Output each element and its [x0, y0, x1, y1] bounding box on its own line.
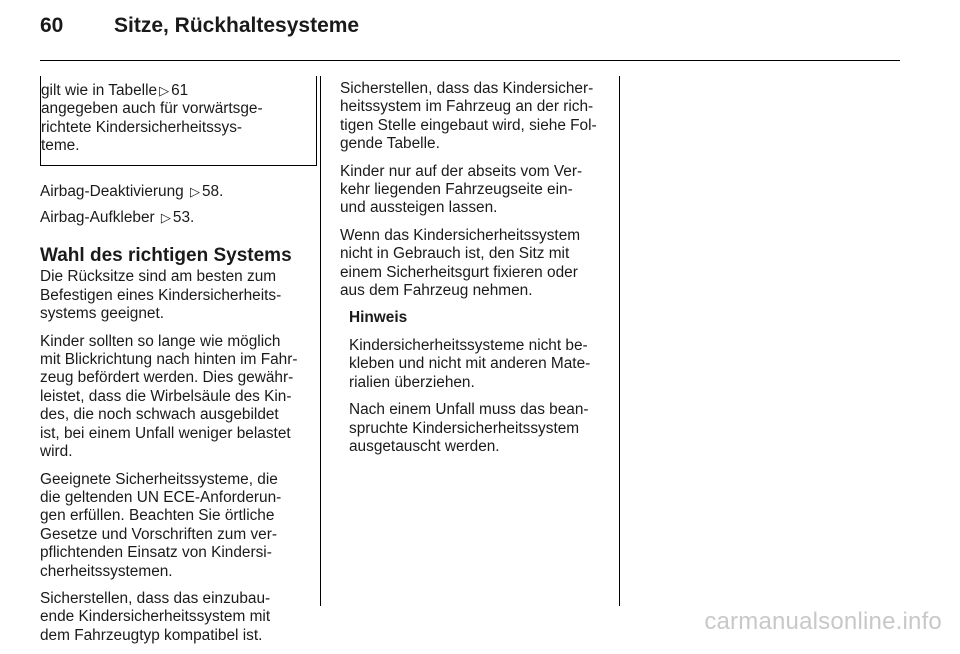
column-2 [340, 80, 606, 465]
subsection-heading: Wahl des richtigen Systems [40, 245, 292, 267]
paragraph: Wenn das Kindersicherheitssystem nicht in Gebrauch ist, den Sitz mit einem Sicherheitsgurt fixieren oder aus dem Fahrzeug nehmen. [340, 226, 581, 300]
watermark: carmanualsonline.info [704, 608, 942, 635]
paragraph: Kinder nur auf der abseits vom Ver- kehr liegenden Fahrzeugseite ein- und aussteigen lassen. [340, 162, 583, 217]
note-title: Hinweis [349, 309, 408, 327]
column-divider-2 [619, 76, 620, 606]
column-1 [40, 80, 308, 654]
continued-note-box [40, 76, 317, 166]
paragraph: Geeignete Sicherheitssysteme, die die geltenden UN ECE-Anforderun- gen erfüllen. Beachten Sie örtliche Gesetze und Vorschriften zum ver- pflichtenden Einsatz von Kindersi- cherheitssystemen. [40, 470, 282, 580]
note-paragraph: Kindersicherheitssysteme nicht be- kleben und nicht mit anderen Mate- rialien überziehen. [349, 336, 591, 391]
page-reference-arrow-icon: ▷ [190, 183, 200, 199]
page-header [40, 14, 359, 48]
paragraph: Sicherstellen, dass das einzubau- ende Kindersicherheitssystem mit dem Fahrzeugtyp kompatibel ist. [40, 589, 271, 644]
page-reference-arrow-icon: ▷ [159, 83, 170, 98]
box-text-1: gilt wie in Tabelle [41, 82, 158, 99]
paragraph: Kinder sollten so lange wie möglich mit Blickrichtung nach hinten im Fahr- zeug befördert werden. Dies gewähr- leistet, dass die Wirbelsäule des Kin- des, die noch schwach ausgebildet ist, bei einem Unfall weniger belastet wird. [40, 332, 298, 461]
column-divider-1 [320, 76, 321, 606]
ref-label: Airbag-Aufkleber [40, 209, 155, 227]
note-paragraph: Nach einem Unfall muss das bean- spruchte Kindersicherheitssystem ausgetauscht werden. [349, 401, 589, 455]
box-text-2: angegeben auch für vorwärtsge- richtete Kindersicherheitssys- teme. [41, 100, 263, 155]
page-number: 60 [40, 14, 64, 37]
section-title: Sitze, Rückhaltesysteme [114, 14, 360, 37]
page-reference-arrow-icon: ▷ [160, 210, 171, 226]
paragraph: Sicherstellen, dass das Kindersicher- heitssystem im Fahrzeug an der rich- tigen Stelle eingebaut wird, siehe Fol- gende Tabelle. [340, 80, 597, 153]
ref-label: Airbag-Deaktivierung [40, 182, 184, 200]
box-ref-page[interactable]: 61 [171, 82, 189, 99]
airbag-deactivation-ref [40, 183, 308, 201]
note-block [340, 309, 606, 456]
ref-page-link[interactable]: 53. [172, 209, 195, 227]
ref-page-link[interactable]: 58. [202, 182, 224, 200]
paragraph: Die Rücksitze sind am besten zum Befestigen eines Kindersicherheits- systems geeignet. [40, 268, 282, 323]
header-rule [40, 60, 900, 61]
airbag-sticker-ref [40, 209, 308, 227]
